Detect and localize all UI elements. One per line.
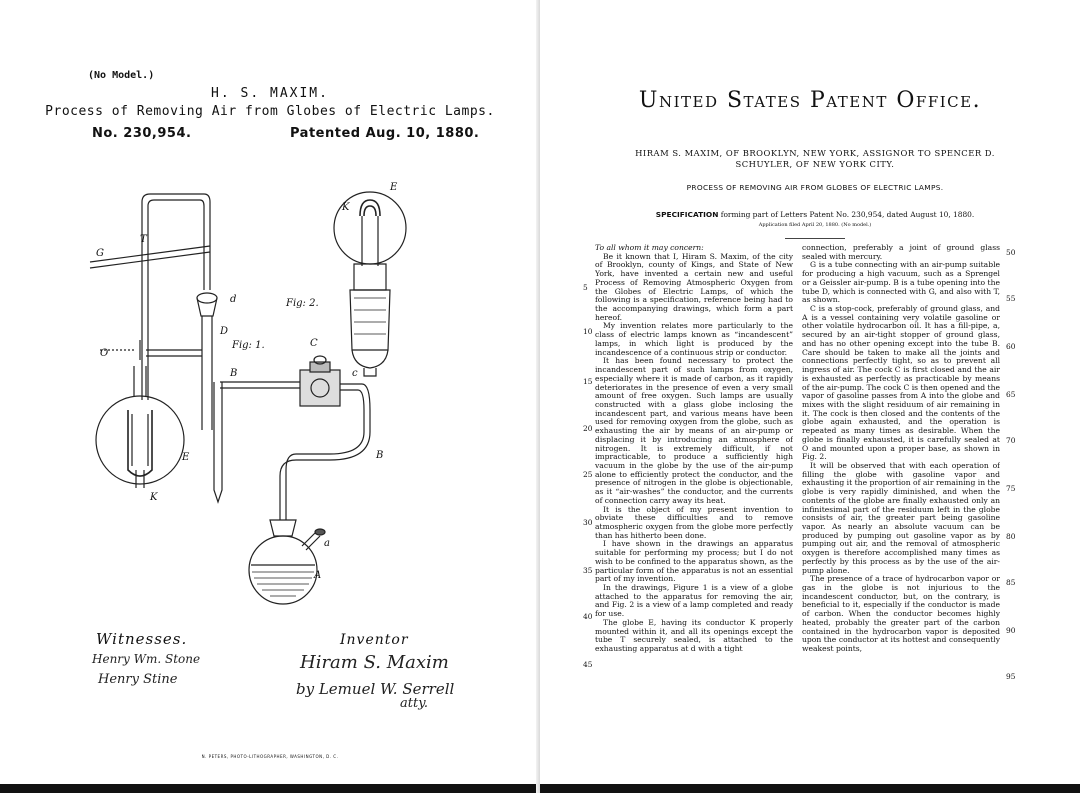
tube-d xyxy=(146,350,202,356)
paragraph: Be it known that I, Hiram S. Maxim, of the city of Brooklyn, county of Kings, and State of New York, have invented a certain new and useful Process of Removing Atmospheric Oxygen from the Globes of Electric Lamps, of which the following is a specification, reference being had to the accompanying drawings, which form a part hereof. xyxy=(595,251,793,322)
label-k-top: K xyxy=(342,202,350,213)
line-number: 30 xyxy=(583,518,593,527)
label-t: T xyxy=(140,234,147,245)
label-a-small: a xyxy=(324,538,330,549)
label-e-top: E xyxy=(390,182,398,193)
paragraph: My invention relates more particularly to the class of electric lamps known as “incandescent” lamps, in which light is produced by the incandescence of a continuous strip or conductor. xyxy=(595,321,793,357)
line-number: 40 xyxy=(583,612,593,621)
line-number: 75 xyxy=(1006,484,1016,493)
left-page-bottom-border xyxy=(0,784,540,793)
specification-bold: SPECIFICATION xyxy=(655,210,719,219)
text-column-right xyxy=(802,244,1000,774)
label-c-big: C xyxy=(310,338,318,349)
witnesses-label: Witnesses. xyxy=(96,630,188,648)
vessel-a xyxy=(249,520,325,604)
label-fig2: Fig: 2. xyxy=(286,298,319,309)
line-number: 45 xyxy=(583,660,593,669)
paragraph: It will be observed that with each operation of filling the globe with gasoline vapor and exhausting it the proportion of air remaining in the globe is very rapidly diminished, and when the contents of the globe are finally exhausted only an infinitesimal part of the residuum left in the globe consists of air, the greater part being gasoline vapor. As nearly an absolute vacuum can be produced by pumping out gasoline vapor as by pumping out air, and the removal of atmospheric oxygen is therefore accomplished many times as perfectly by this process as by the use of the air-pump alone. xyxy=(802,460,1000,575)
no-model-note: (No Model.) xyxy=(88,70,155,81)
paragraph: The globe E, having its conductor K properly mounted within it, and all its openings except the tube T securely sealed, is attached to the exhausting apparatus at d with a tight xyxy=(595,617,793,654)
paragraph: G is a tube connecting with an air-pump suitable for producing a high vacuum, such as a Sprengel or a Geissler air-pump. B is a tube opening into the tube D, which is connected with G, and also with T, as shown. xyxy=(802,260,1000,305)
office-title: United States Patent Office. xyxy=(638,88,982,113)
paragraph: In the drawings, Figure 1 is a view of a globe attached to the apparatus for removing the air, and Fig. 2 is a view of a lamp completed and ready for use. xyxy=(595,583,793,619)
paragraph: It has been found necessary to protect the incandescent part of such lamps from oxygen, especially where it is made of carbon, as it rapidly deteriorates in the presence of even a very small amount of free oxygen. Such lamps are usually constructed with a glass globe inclosing the incandescent part, and various means have been used for removing oxygen from the globe, such as exhausting the air by means of an air-pump or displacing it by introducing an atmosphere of nitrogen. It is extremely difficult, if not impracticable, to produce a sufficiently high vacuum in the globe by the use of the air-pump alone to efficiently protect the conductor, and the presence of nitrogen in the globe is objectionable, as it “air-washes” the conductor, and the currents of connection carry away its heat. xyxy=(595,356,793,505)
tube-t xyxy=(142,194,210,400)
right-page-bottom-border xyxy=(540,784,1080,793)
label-fig1: Fig: 1. xyxy=(232,340,265,351)
line-number: 80 xyxy=(1006,532,1016,541)
line-number: 85 xyxy=(1006,578,1016,587)
attorney-suffix: atty. xyxy=(400,696,428,711)
paragraph: It is the object of my present invention to obviate these difficulties and to remove atmospheric oxygen from the globe more perfectly than has hitherto been done. xyxy=(595,504,793,540)
lamp-fig-2 xyxy=(334,192,406,376)
label-k-bottom: K xyxy=(150,492,158,503)
label-e-left: E xyxy=(182,452,190,463)
line-number: 50 xyxy=(1006,248,1016,257)
inventor-label: Inventor xyxy=(340,632,409,648)
patent-number: No. 230,954. xyxy=(92,126,192,141)
specification-rest: forming part of Letters Patent No. 230,954, dated August 10, 1880. xyxy=(718,210,975,219)
paragraph: connection, preferably a joint of ground glass sealed with mercury. xyxy=(802,244,1000,261)
paragraph: The presence of a trace of hydrocarbon vapor or gas in the globe is not injurious to the incandescent conductor, but, on the contrary, is beneficial to it, especially if the conductor is made of carbon. When the conductor becomes highly heated, probably the greater part of the carbon contained in the hydrocarbon vapor is deposited upon the conductor at its hottest and consequently weakest points, xyxy=(802,574,1000,654)
inventor-heading: H. S. MAXIM. xyxy=(211,86,329,101)
line-number: 90 xyxy=(1006,626,1016,635)
specification-line xyxy=(580,210,1050,219)
printer-imprint: N. PETERS, PHOTO-LITHOGRAPHER, WASHINGTON, D. C. xyxy=(201,754,339,759)
line-number: 10 xyxy=(583,327,593,336)
apparatus-drawing xyxy=(70,170,490,610)
inventor-assignor-line-1: HIRAM S. MAXIM, OF BROOKLYN, NEW YORK, ASSIGNOR TO SPENCER D. xyxy=(635,148,995,158)
application-line: Application filed April 20, 1880. (No model.) xyxy=(758,222,872,228)
text-column-left xyxy=(595,244,793,774)
specification-page xyxy=(540,0,1080,793)
process-title: PROCESS OF REMOVING AIR FROM GLOBES OF ELECTRIC LAMPS. xyxy=(686,183,944,192)
globe-e xyxy=(96,340,184,488)
stop-cock-c xyxy=(300,356,340,406)
line-number: 70 xyxy=(1006,436,1016,445)
inventor-signature: Hiram S. Maxim xyxy=(300,652,449,673)
label-c-small: c xyxy=(352,368,358,379)
label-b: B xyxy=(230,368,238,379)
line-number: 5 xyxy=(583,283,588,292)
inventor-assignor-line-2: SCHUYLER, OF NEW YORK CITY. xyxy=(735,159,895,169)
witness-signature-2: Henry Stine xyxy=(98,672,178,687)
label-d-upper: D xyxy=(220,326,229,337)
salutation: To all whom it may concern: xyxy=(595,244,704,252)
label-d: d xyxy=(230,294,237,305)
label-g: G xyxy=(96,248,104,259)
line-number: 60 xyxy=(1006,342,1016,351)
line-number: 25 xyxy=(583,470,593,479)
line-number: 55 xyxy=(1006,294,1016,303)
paragraph: I have shown in the drawings an apparatus suitable for performing my process; but I do not wish to be confined to the apparatus shown, as the particular form of the apparatus is not an essential part of my invention. xyxy=(595,539,793,584)
stem xyxy=(214,382,222,502)
line-number: 15 xyxy=(583,377,593,386)
line-number: 65 xyxy=(1006,390,1016,399)
label-b-right: B xyxy=(376,450,384,461)
paragraph: C is a stop-cock, preferably of ground glass, and A is a vessel containing very volatile gasoline or other volatile hydrocarbon oil. It has a fill-pipe, a, secured by an air-tight stopper of ground glass, and has no other opening except into the tube B. Care should be taken to make all the joints and connections perfectly tight, so as to prevent all ingress of air. The cock C is first closed and the air is exhausted as perfectly as practicable by means of the air-pump. The cock C is then opened and the vapor of gasoline passes from A into the globe and mixes with the slight residuum of air remaining in it. The cock is then closed and the contents of the globe again exhausted, and the operation is repeated as many times as desirable. When the globe is finally exhausted, it is carefully sealed at O and mounted upon a proper base, as shown in Fig. 2. xyxy=(802,304,1000,462)
line-number: 95 xyxy=(1006,672,1016,681)
witness-signature-1: Henry Wm. Stone xyxy=(92,652,201,666)
line-number: 35 xyxy=(583,566,593,575)
patented-date: Patented Aug. 10, 1880. xyxy=(290,126,480,141)
label-a-big: A xyxy=(314,570,322,581)
label-o: O xyxy=(100,348,109,359)
line-number: 20 xyxy=(583,424,593,433)
header-rule xyxy=(785,238,845,239)
attorney-signature: by Lemuel W. Serrell xyxy=(296,680,455,698)
tube-b xyxy=(220,382,300,388)
tube-g xyxy=(90,246,210,268)
drawing-title: Process of Removing Air from Globes of Electric Lamps. xyxy=(45,104,495,119)
